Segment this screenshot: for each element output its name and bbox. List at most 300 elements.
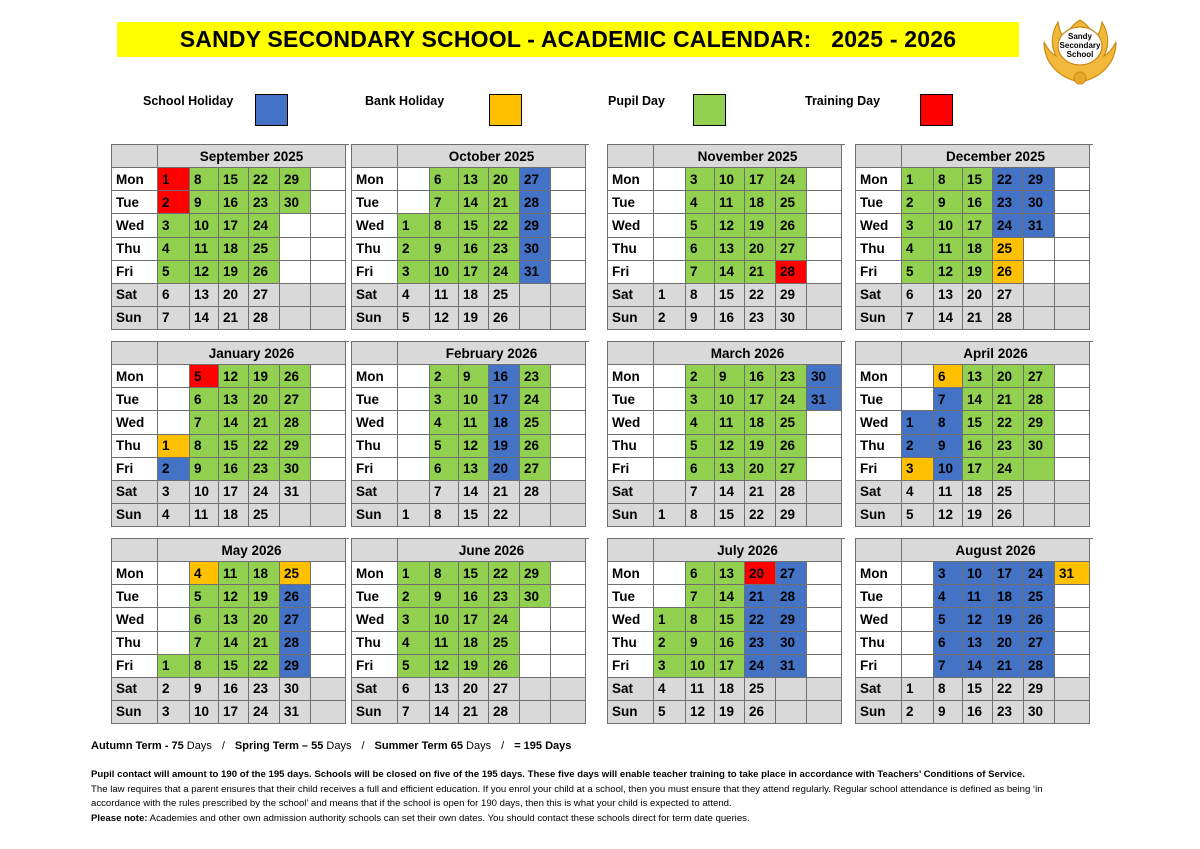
date-cell — [807, 411, 842, 434]
date-cell — [551, 191, 586, 214]
month-title: May 2026 — [158, 539, 346, 562]
date-cell: 28 — [280, 632, 311, 655]
date-cell: 10 — [430, 261, 459, 284]
legend-label: Training Day — [805, 94, 881, 108]
date-cell: 28 — [1024, 655, 1055, 678]
date-cell: 22 — [993, 411, 1024, 434]
weekday-label: Wed — [856, 608, 902, 631]
logo-text-line2: Secondary — [1059, 41, 1101, 50]
date-cell: 10 — [963, 562, 993, 585]
date-cell: 8 — [934, 411, 963, 434]
weekday-label: Tue — [112, 388, 158, 411]
date-cell: 2 — [686, 365, 715, 388]
owl-crest-icon — [1038, 12, 1122, 92]
date-cell: 21 — [745, 261, 776, 284]
weekday-label: Sun — [352, 504, 398, 527]
month-calendar — [111, 341, 349, 527]
date-cell: 10 — [190, 214, 219, 237]
date-cell — [280, 238, 311, 261]
date-cell: 31 — [776, 655, 807, 678]
date-cell: 17 — [963, 214, 993, 237]
weekday-label: Sun — [112, 701, 158, 724]
date-cell — [311, 585, 346, 608]
date-cell: 6 — [686, 238, 715, 261]
date-cell: 19 — [249, 365, 280, 388]
weekday-label: Tue — [352, 388, 398, 411]
date-cell: 20 — [963, 284, 993, 307]
weekday-label: Sun — [856, 504, 902, 527]
header-spacer — [352, 342, 398, 365]
date-cell — [902, 388, 934, 411]
date-cell: 20 — [249, 608, 280, 631]
date-cell — [311, 261, 346, 284]
date-cell — [311, 411, 346, 434]
date-cell: 24 — [489, 608, 520, 631]
weekday-label: Sat — [856, 481, 902, 504]
date-cell: 20 — [993, 632, 1024, 655]
note-law-line2: accordance with the rules prescribed by the school’ and means that if the school is open for 190 days, then this is what your child is expected to attend. — [91, 798, 732, 809]
date-cell: 17 — [219, 214, 249, 237]
weekday-label: Fri — [352, 655, 398, 678]
date-cell — [311, 608, 346, 631]
date-cell: 26 — [249, 261, 280, 284]
date-cell — [311, 562, 346, 585]
date-cell: 21 — [219, 307, 249, 330]
month-table — [111, 538, 349, 724]
date-cell — [1055, 238, 1090, 261]
date-cell: 30 — [807, 365, 842, 388]
date-cell: 27 — [776, 238, 807, 261]
weekday-label: Sun — [856, 307, 902, 330]
date-cell: 30 — [280, 191, 311, 214]
date-cell: 2 — [902, 435, 934, 458]
date-cell: 19 — [745, 435, 776, 458]
date-cell: 20 — [745, 458, 776, 481]
month-title: August 2026 — [902, 539, 1090, 562]
date-cell: 30 — [1024, 435, 1055, 458]
weekday-label: Fri — [856, 458, 902, 481]
header-spacer — [608, 539, 654, 562]
weekday-label: Sat — [112, 481, 158, 504]
autumn-term-unit: Days — [183, 740, 212, 752]
date-cell: 12 — [715, 435, 745, 458]
weekday-label: Tue — [112, 585, 158, 608]
weekday-label: Wed — [112, 608, 158, 631]
date-cell — [654, 481, 686, 504]
date-cell: 9 — [459, 365, 489, 388]
date-cell: 15 — [219, 168, 249, 191]
date-cell — [807, 585, 842, 608]
date-cell: 15 — [219, 655, 249, 678]
date-cell: 1 — [902, 678, 934, 701]
date-cell: 25 — [745, 678, 776, 701]
date-cell: 24 — [993, 214, 1024, 237]
date-cell — [551, 632, 586, 655]
date-cell: 30 — [776, 307, 807, 330]
date-cell: 19 — [993, 608, 1024, 631]
date-cell: 10 — [190, 701, 219, 724]
date-cell: 21 — [993, 655, 1024, 678]
date-cell: 17 — [219, 701, 249, 724]
date-cell: 13 — [715, 562, 745, 585]
date-cell: 13 — [963, 632, 993, 655]
date-cell: 28 — [993, 307, 1024, 330]
date-cell: 14 — [459, 481, 489, 504]
autumn-term-label: Autumn Term - — [91, 740, 172, 752]
date-cell: 6 — [430, 458, 459, 481]
weekday-label: Thu — [608, 238, 654, 261]
legend-swatch-blue — [255, 94, 288, 126]
date-cell: 13 — [459, 168, 489, 191]
page-title: SANDY SECONDARY SCHOOL - ACADEMIC CALENDAR: 2025 - 2026 — [179, 26, 957, 52]
date-cell — [551, 388, 586, 411]
date-cell — [654, 435, 686, 458]
date-cell: 30 — [280, 458, 311, 481]
date-cell: 5 — [430, 435, 459, 458]
month-title: March 2026 — [654, 342, 842, 365]
date-cell: 2 — [654, 307, 686, 330]
weekday-label: Sat — [608, 284, 654, 307]
date-cell: 2 — [654, 632, 686, 655]
date-cell — [551, 481, 586, 504]
date-cell: 11 — [219, 562, 249, 585]
date-cell — [654, 388, 686, 411]
date-cell: 18 — [715, 678, 745, 701]
weekday-label: Fri — [608, 261, 654, 284]
date-cell — [807, 238, 842, 261]
date-cell: 29 — [520, 562, 551, 585]
weekday-label: Thu — [352, 632, 398, 655]
date-cell: 22 — [745, 504, 776, 527]
date-cell — [1055, 168, 1090, 191]
date-cell: 23 — [993, 701, 1024, 724]
month-calendar — [351, 341, 589, 527]
month-title: November 2025 — [654, 145, 842, 168]
header-spacer — [112, 145, 158, 168]
date-cell: 5 — [398, 307, 430, 330]
date-cell — [280, 307, 311, 330]
date-cell: 27 — [1024, 365, 1055, 388]
weekday-label: Fri — [112, 261, 158, 284]
date-cell: 28 — [520, 191, 551, 214]
date-cell: 15 — [715, 284, 745, 307]
date-cell: 22 — [745, 284, 776, 307]
date-cell: 21 — [489, 481, 520, 504]
date-cell: 31 — [520, 261, 551, 284]
weekday-label: Sun — [112, 504, 158, 527]
header-spacer — [608, 342, 654, 365]
date-cell: 9 — [190, 678, 219, 701]
date-cell: 26 — [489, 655, 520, 678]
date-cell: 3 — [934, 562, 963, 585]
date-cell — [902, 632, 934, 655]
month-title: January 2026 — [158, 342, 346, 365]
date-cell: 9 — [934, 191, 963, 214]
date-cell: 11 — [190, 238, 219, 261]
date-cell: 6 — [398, 678, 430, 701]
total-days: = 195 Days — [514, 740, 572, 752]
date-cell — [1055, 481, 1090, 504]
date-cell: 25 — [249, 238, 280, 261]
weekday-label: Sun — [608, 701, 654, 724]
date-cell — [1024, 284, 1055, 307]
date-cell: 8 — [190, 435, 219, 458]
date-cell: 27 — [489, 678, 520, 701]
autumn-term-days: 75 — [171, 740, 184, 752]
date-cell: 13 — [459, 458, 489, 481]
weekday-label: Thu — [112, 238, 158, 261]
month-calendar — [855, 538, 1093, 724]
weekday-label: Tue — [352, 191, 398, 214]
date-cell: 10 — [686, 655, 715, 678]
date-cell: 19 — [459, 307, 489, 330]
date-cell: 22 — [249, 435, 280, 458]
legend-swatch-orange — [489, 94, 522, 126]
date-cell: 24 — [249, 214, 280, 237]
spring-term-unit: Days — [323, 740, 352, 752]
date-cell: 4 — [158, 504, 190, 527]
date-cell: 22 — [993, 168, 1024, 191]
date-cell — [902, 562, 934, 585]
date-cell — [1055, 191, 1090, 214]
month-title: April 2026 — [902, 342, 1090, 365]
date-cell: 16 — [459, 585, 489, 608]
date-cell — [311, 168, 346, 191]
date-cell: 5 — [398, 655, 430, 678]
date-cell: 22 — [249, 168, 280, 191]
weekday-label: Wed — [112, 214, 158, 237]
date-cell: 19 — [715, 701, 745, 724]
weekday-label: Mon — [352, 168, 398, 191]
date-cell: 23 — [249, 458, 280, 481]
date-cell: 29 — [280, 168, 311, 191]
date-cell: 7 — [902, 307, 934, 330]
date-cell: 1 — [902, 411, 934, 434]
date-cell — [311, 504, 346, 527]
weekday-label: Fri — [352, 261, 398, 284]
header-spacer — [112, 342, 158, 365]
date-cell: 25 — [280, 562, 311, 585]
date-cell: 31 — [1024, 214, 1055, 237]
date-cell — [551, 214, 586, 237]
date-cell: 24 — [776, 168, 807, 191]
date-cell — [654, 585, 686, 608]
date-cell — [654, 365, 686, 388]
date-cell: 1 — [654, 504, 686, 527]
date-cell: 17 — [715, 655, 745, 678]
date-cell: 5 — [934, 608, 963, 631]
weekday-label: Wed — [352, 608, 398, 631]
date-cell: 24 — [745, 655, 776, 678]
date-cell: 18 — [219, 504, 249, 527]
date-cell — [311, 238, 346, 261]
date-cell: 23 — [489, 238, 520, 261]
date-cell: 23 — [745, 632, 776, 655]
date-cell: 29 — [280, 655, 311, 678]
date-cell — [520, 504, 551, 527]
date-cell: 6 — [190, 608, 219, 631]
weekday-label: Sat — [608, 678, 654, 701]
date-cell: 14 — [430, 701, 459, 724]
date-cell: 28 — [1024, 388, 1055, 411]
date-cell: 15 — [219, 435, 249, 458]
date-cell: 30 — [520, 585, 551, 608]
date-cell: 14 — [219, 411, 249, 434]
date-cell: 25 — [776, 191, 807, 214]
date-cell — [280, 284, 311, 307]
term-summary — [91, 740, 571, 752]
date-cell: 12 — [430, 655, 459, 678]
date-cell: 6 — [686, 458, 715, 481]
date-cell: 9 — [686, 307, 715, 330]
date-cell — [158, 365, 190, 388]
date-cell: 21 — [745, 585, 776, 608]
date-cell: 29 — [1024, 168, 1055, 191]
month-table — [855, 538, 1093, 724]
date-cell: 26 — [1024, 608, 1055, 631]
date-cell: 13 — [219, 388, 249, 411]
date-cell: 1 — [158, 435, 190, 458]
date-cell: 11 — [190, 504, 219, 527]
date-cell: 23 — [776, 365, 807, 388]
date-cell: 24 — [249, 701, 280, 724]
date-cell: 12 — [459, 435, 489, 458]
date-cell: 9 — [430, 238, 459, 261]
month-table — [855, 144, 1093, 330]
date-cell: 26 — [489, 307, 520, 330]
summer-term-label: Summer Term 65 — [374, 740, 463, 752]
date-cell: 17 — [219, 481, 249, 504]
date-cell: 11 — [459, 411, 489, 434]
date-cell: 23 — [745, 307, 776, 330]
date-cell: 12 — [219, 365, 249, 388]
date-cell: 4 — [902, 481, 934, 504]
month-table — [351, 144, 589, 330]
date-cell — [807, 214, 842, 237]
date-cell — [158, 608, 190, 631]
date-cell — [807, 435, 842, 458]
month-table — [351, 341, 589, 527]
date-cell: 15 — [715, 504, 745, 527]
date-cell: 16 — [963, 435, 993, 458]
date-cell: 6 — [902, 284, 934, 307]
date-cell: 11 — [934, 238, 963, 261]
date-cell: 31 — [280, 701, 311, 724]
weekday-label: Fri — [608, 458, 654, 481]
date-cell — [311, 655, 346, 678]
date-cell: 10 — [459, 388, 489, 411]
date-cell — [1024, 481, 1055, 504]
weekday-label: Sat — [856, 284, 902, 307]
date-cell: 26 — [776, 435, 807, 458]
summer-term-unit: Days — [463, 740, 492, 752]
date-cell: 27 — [249, 284, 280, 307]
date-cell — [551, 435, 586, 458]
date-cell: 20 — [489, 168, 520, 191]
date-cell — [520, 678, 551, 701]
date-cell — [1055, 388, 1090, 411]
month-table — [607, 538, 845, 724]
date-cell: 23 — [489, 585, 520, 608]
date-cell: 20 — [249, 388, 280, 411]
month-calendar — [607, 341, 845, 527]
date-cell: 20 — [745, 562, 776, 585]
date-cell: 4 — [398, 284, 430, 307]
date-cell: 13 — [715, 458, 745, 481]
weekday-label: Tue — [608, 388, 654, 411]
date-cell: 9 — [190, 191, 219, 214]
date-cell: 10 — [715, 168, 745, 191]
school-logo — [1038, 12, 1122, 92]
date-cell — [1055, 284, 1090, 307]
date-cell: 17 — [459, 261, 489, 284]
weekday-label: Sun — [352, 307, 398, 330]
date-cell: 16 — [963, 191, 993, 214]
date-cell: 7 — [398, 701, 430, 724]
header-spacer — [352, 145, 398, 168]
date-cell — [1024, 238, 1055, 261]
date-cell: 18 — [249, 562, 280, 585]
date-cell: 26 — [776, 214, 807, 237]
separator: / — [361, 740, 365, 752]
weekday-label: Fri — [352, 458, 398, 481]
date-cell: 5 — [902, 504, 934, 527]
date-cell — [311, 435, 346, 458]
month-calendar — [607, 144, 845, 330]
date-cell — [807, 191, 842, 214]
date-cell: 12 — [219, 585, 249, 608]
date-cell: 4 — [190, 562, 219, 585]
month-calendar — [351, 538, 589, 724]
date-cell: 4 — [158, 238, 190, 261]
date-cell: 24 — [489, 261, 520, 284]
date-cell — [398, 435, 430, 458]
date-cell: 9 — [190, 458, 219, 481]
date-cell: 3 — [158, 481, 190, 504]
weekday-label: Sun — [352, 701, 398, 724]
date-cell: 6 — [430, 168, 459, 191]
date-cell: 24 — [993, 458, 1024, 481]
date-cell: 21 — [993, 388, 1024, 411]
date-cell: 20 — [459, 678, 489, 701]
date-cell: 11 — [686, 678, 715, 701]
date-cell: 18 — [459, 632, 489, 655]
date-cell — [1024, 261, 1055, 284]
date-cell: 27 — [520, 168, 551, 191]
date-cell — [807, 608, 842, 631]
legend-label: School Holiday — [143, 94, 234, 108]
date-cell: 4 — [654, 678, 686, 701]
date-cell: 26 — [993, 261, 1024, 284]
date-cell: 8 — [190, 168, 219, 191]
date-cell — [1055, 411, 1090, 434]
date-cell — [776, 678, 807, 701]
date-cell: 18 — [745, 411, 776, 434]
date-cell: 17 — [993, 562, 1024, 585]
date-cell: 12 — [430, 307, 459, 330]
date-cell: 29 — [1024, 678, 1055, 701]
date-cell: 15 — [715, 608, 745, 631]
date-cell: 5 — [190, 365, 219, 388]
title-banner — [117, 22, 1019, 57]
date-cell — [311, 284, 346, 307]
date-cell — [311, 365, 346, 388]
date-cell: 4 — [430, 411, 459, 434]
date-cell — [807, 632, 842, 655]
date-cell: 9 — [934, 435, 963, 458]
date-cell: 1 — [398, 562, 430, 585]
date-cell: 14 — [963, 388, 993, 411]
